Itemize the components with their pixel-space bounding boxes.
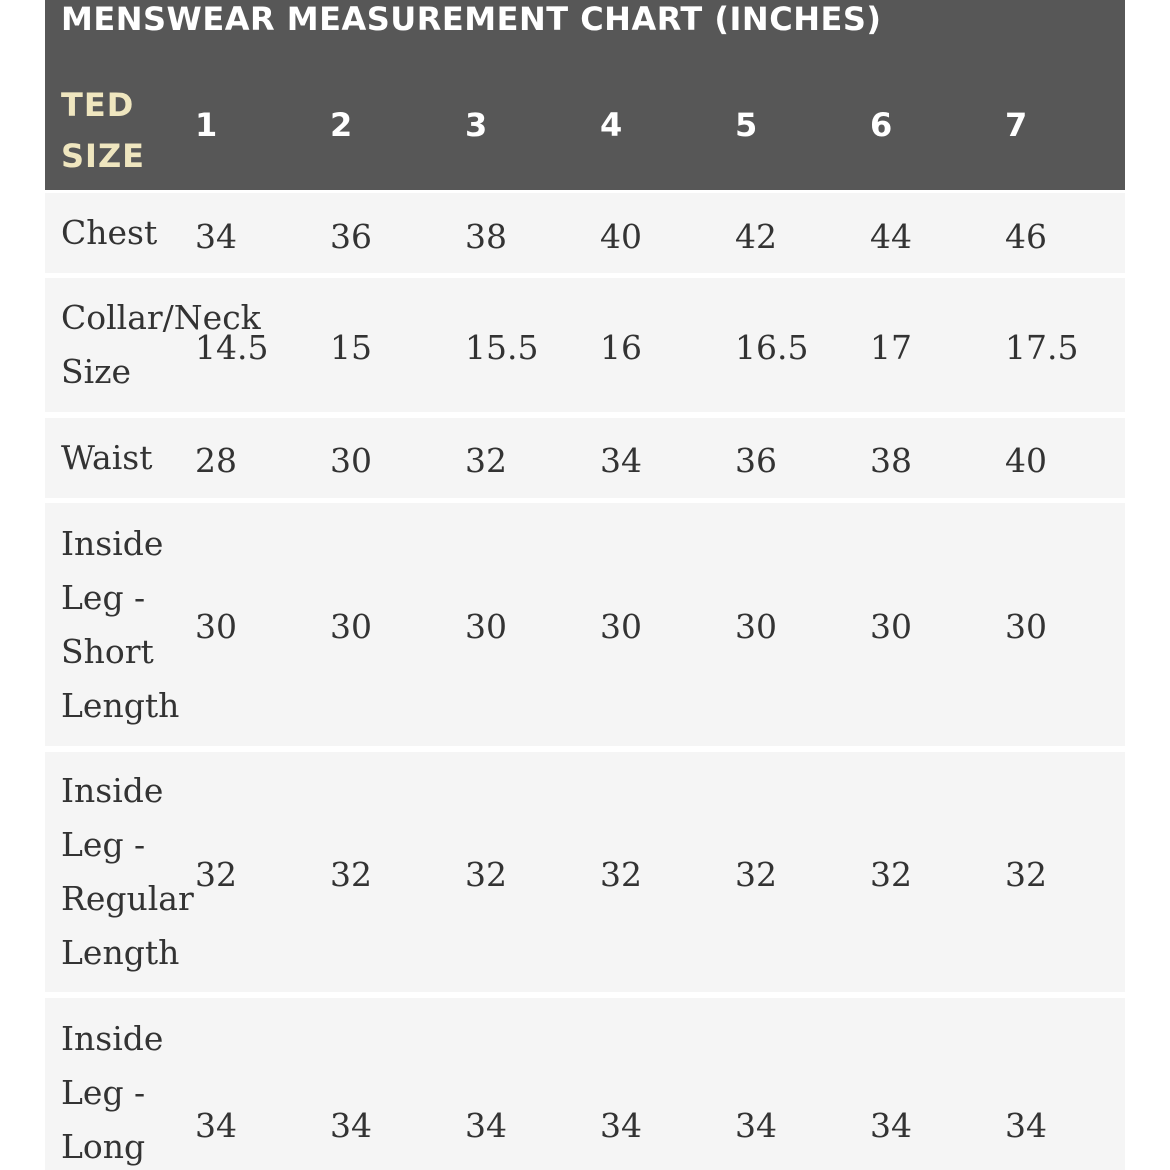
chart-title: MENSWEAR MEASUREMENT CHART (INCHES) — [61, 0, 882, 38]
size-column-4: 4 — [600, 106, 623, 144]
table-cell: 32 — [600, 855, 642, 894]
size-column-5: 5 — [735, 106, 758, 144]
table-cell: 32 — [465, 855, 507, 894]
table-cell: 30 — [195, 607, 237, 646]
measurement-chart — [45, 0, 1125, 1170]
table-cell: 40 — [1005, 441, 1047, 480]
row-label: Waist — [61, 438, 153, 477]
table-cell: 46 — [1005, 217, 1047, 256]
table-cell: 30 — [600, 607, 642, 646]
table-header — [45, 0, 1125, 190]
table-cell: 15.5 — [465, 328, 539, 367]
table-row — [45, 418, 1125, 498]
table-row — [45, 193, 1125, 273]
table-cell: 30 — [330, 607, 372, 646]
table-row — [45, 278, 1125, 412]
table-row — [45, 752, 1125, 992]
table-cell: 30 — [735, 607, 777, 646]
table-cell: 30 — [465, 607, 507, 646]
table-cell: 14.5 — [195, 328, 269, 367]
table-cell: 34 — [465, 1106, 507, 1145]
size-column-1: 1 — [195, 106, 218, 144]
table-cell: 34 — [870, 1106, 912, 1145]
size-column-6: 6 — [870, 106, 893, 144]
table-cell: 34 — [735, 1106, 777, 1145]
row-label: Inside Leg - Regular Length — [61, 771, 194, 972]
table-cell: 28 — [195, 441, 237, 480]
size-column-7: 7 — [1005, 106, 1028, 144]
table-cell: 32 — [735, 855, 777, 894]
table-cell: 34 — [330, 1106, 372, 1145]
table-cell: 34 — [600, 1106, 642, 1145]
table-cell: 30 — [1005, 607, 1047, 646]
table-cell: 34 — [600, 441, 642, 480]
size-column-2: 2 — [330, 106, 353, 144]
table-cell: 44 — [870, 217, 912, 256]
table-cell: 32 — [870, 855, 912, 894]
table-cell: 17 — [870, 328, 912, 367]
row-label: Collar/Neck Size — [61, 298, 261, 391]
ted-size-label: TED SIZE — [61, 86, 146, 175]
table-cell: 16.5 — [735, 328, 809, 367]
row-label: Inside Leg - Short Length — [61, 524, 180, 725]
table-cell: 32 — [195, 855, 237, 894]
row-label: Inside Leg - Long — [61, 1019, 164, 1166]
table-cell: 34 — [195, 1106, 237, 1145]
table-row — [45, 503, 1125, 746]
table-cell: 16 — [600, 328, 642, 367]
table-cell: 30 — [330, 441, 372, 480]
table-cell: 40 — [600, 217, 642, 256]
table-cell: 32 — [330, 855, 372, 894]
size-column-3: 3 — [465, 106, 488, 144]
row-label: Chest — [61, 213, 158, 252]
table-cell: 38 — [870, 441, 912, 480]
table-cell: 34 — [195, 217, 237, 256]
table-cell: 30 — [870, 607, 912, 646]
table-cell: 32 — [1005, 855, 1047, 894]
table-cell: 32 — [465, 441, 507, 480]
table-cell: 36 — [330, 217, 372, 256]
table-cell: 17.5 — [1005, 328, 1079, 367]
table-row — [45, 998, 1125, 1170]
table-cell: 34 — [1005, 1106, 1047, 1145]
table-cell: 42 — [735, 217, 777, 256]
table-cell: 15 — [330, 328, 372, 367]
table-cell: 38 — [465, 217, 507, 256]
table-cell: 36 — [735, 441, 777, 480]
